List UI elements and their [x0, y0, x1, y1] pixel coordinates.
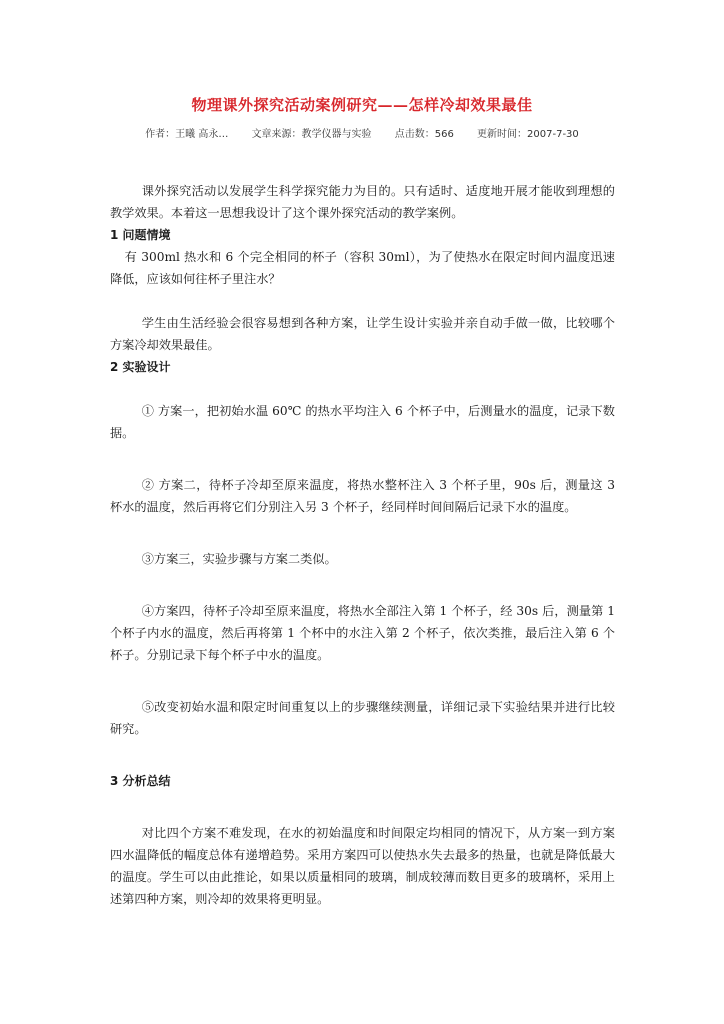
meta-source: 文章来源：教学仪器与实验	[251, 129, 372, 140]
plan-item-3: ③方案三，实验步骤与方案二类似。	[141, 552, 337, 566]
intro-paragraph: 课外探究活动以发展学生科学探究能力为目的。只有适时、适度地开展才能收到理想的教学效果。本着这一思想我设计了这个课外探究活动的教学案例。	[110, 184, 615, 220]
article-title: 物理课外探究活动案例研究——怎样冷却效果最佳	[191, 96, 533, 114]
plan-item-1: ① 方案一，把初始水温 60℃ 的热水平均注入 6 个杯子中，后测量水的温度，记录下数据。	[110, 404, 615, 440]
meta-author: 作者：王曦 高永…	[145, 129, 229, 140]
article-body	[110, 180, 615, 910]
plan-item-4: ④方案四，待杯子冷却至原来温度，将热水全部注入第 1 个杯子，经 30s 后，测量第 1 个杯子内水的温度，然后再将第 1 个杯中的水注入第 2 个杯子，依次类推，最后注入第 6 个杯子。分别记录下每个杯子中水的温度。	[110, 604, 615, 662]
section-heading-3: 3 分析总结	[110, 774, 171, 788]
meta-updated: 更新时间：2007-7-30	[477, 129, 579, 140]
section3-paragraph-1: 对比四个方案不难发现，在水的初始温度和时间限定均相同的情况下，从方案一到方案四水温降低的幅度总体有递增趋势。采用方案四可以使热水失去最多的热量，也就是降低最大的温度。学生可以由此推论，如果以质量相同的玻璃，制成较薄而数目更多的玻璃杯，采用上述第四种方案，则冷却的效果将更明显。	[110, 826, 615, 906]
section-heading-1: 1 问题情境	[110, 228, 171, 242]
article-meta	[0, 125, 724, 140]
plan-item-5: ⑤改变初始水温和限定时间重复以上的步骤继续测量，详细记录下实验结果并进行比较研究。	[110, 700, 615, 736]
section1-paragraph-1: 有 300ml 热水和 6 个完全相同的杯子（容积 30ml），为了使热水在限定时间内温度迅速降低，应该如何往杯子里注水？	[110, 250, 615, 286]
section1-paragraph-2: 学生由生活经验会很容易想到各种方案，让学生设计实验并亲自动手做一做，比较哪个方案冷却效果最佳。	[110, 316, 615, 352]
meta-clicks: 点击数：566	[394, 129, 454, 140]
section-heading-2: 2 实验设计	[110, 360, 171, 374]
plan-item-2: ② 方案二，待杯子冷却至原来温度，将热水整杯注入 3 个杯子里，90s 后，测量这 3 杯水的温度，然后再将它们分别注入另 3 个杯子，经同样时间间隔后记录下水的温度。	[110, 478, 615, 514]
